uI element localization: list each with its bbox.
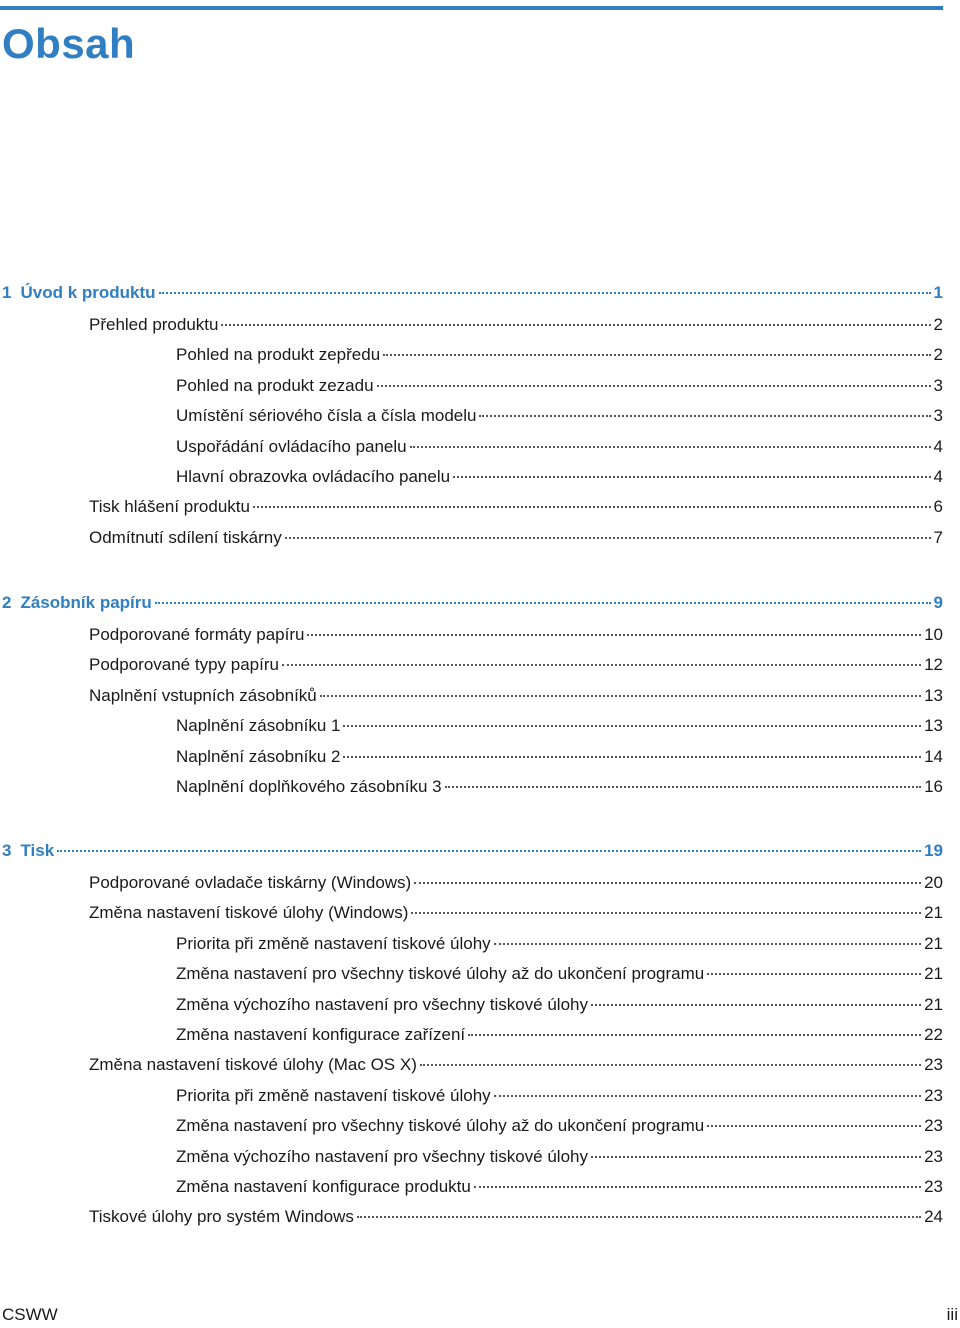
dot-leader xyxy=(343,725,921,727)
toc-entry[interactable] xyxy=(176,1142,943,1172)
toc-entry-page-number: 2 xyxy=(933,315,943,334)
toc-entry-title: Odmítnutí sdílení tiskárny xyxy=(89,527,282,547)
dot-leader xyxy=(320,695,921,697)
toc-entry[interactable] xyxy=(89,523,943,553)
dot-leader xyxy=(282,664,921,666)
toc-entry-title: Hlavní obrazovka ovládacího panelu xyxy=(176,467,451,486)
chapter-heading xyxy=(2,278,156,308)
dot-leader xyxy=(494,943,921,945)
toc-entry[interactable] xyxy=(176,340,943,370)
toc-entry-page-number: 23 xyxy=(924,1116,943,1136)
chapter-page-number: 19 xyxy=(924,841,943,860)
toc-entry-title: Naplnění zásobníku 1 xyxy=(176,716,341,736)
toc-entry-page-number: 10 xyxy=(924,625,943,644)
toc-entry-page-number: 20 xyxy=(924,873,943,892)
toc-entry-page-number: 21 xyxy=(924,964,943,984)
dot-leader xyxy=(591,1156,921,1158)
toc-entry-page-number: 3 xyxy=(933,375,943,395)
toc-entry-page-number: 23 xyxy=(924,1177,943,1196)
toc-entry-page-number: 21 xyxy=(924,903,943,923)
dot-leader xyxy=(383,354,930,356)
toc-entry[interactable] xyxy=(176,959,943,989)
toc-entry-page-number: 21 xyxy=(924,994,943,1014)
dot-leader xyxy=(343,756,921,758)
toc-entry-title: Změna výchozího nastavení pro všechny tiskové úlohy xyxy=(176,994,588,1014)
footer-doc-code: CSWW xyxy=(2,1305,58,1324)
toc-entry-title: Změna nastavení pro všechny tiskové úlohy až do ukončení programu xyxy=(176,964,705,984)
toc-entry[interactable] xyxy=(176,1020,943,1050)
toc-entry[interactable] xyxy=(89,620,943,650)
toc-entry[interactable] xyxy=(176,401,943,431)
dot-leader xyxy=(155,602,931,604)
toc-entry-title: Priorita při změně nastavení tiskové úlohy xyxy=(176,1085,491,1105)
toc-entry-title: Priorita při změně nastavení tiskové úlohy xyxy=(176,933,491,953)
toc-entry-title: Změna nastavení konfigurace produktu xyxy=(176,1177,471,1196)
toc-entry-title: Pohled na produkt zezadu xyxy=(176,375,374,395)
toc-entry-page-number: 4 xyxy=(933,436,943,456)
toc-entry-page-number: 23 xyxy=(924,1055,943,1075)
toc-entry-title: Podporované ovladače tiskárny (Windows) xyxy=(89,873,412,892)
chapter-page-number: 9 xyxy=(933,593,943,612)
toc-entry-page-number: 13 xyxy=(924,685,943,705)
dot-leader xyxy=(453,476,930,478)
toc-entry-title: Naplnění zásobníku 2 xyxy=(176,746,341,766)
dot-leader xyxy=(468,1034,921,1036)
toc-entry-page-number: 24 xyxy=(924,1207,943,1227)
toc-entry[interactable] xyxy=(176,772,943,802)
toc-entry[interactable] xyxy=(176,1172,943,1202)
chapter-number: 3 xyxy=(2,841,12,860)
dot-leader xyxy=(707,973,921,975)
dot-leader xyxy=(479,415,930,417)
toc-entry[interactable] xyxy=(89,1050,943,1080)
toc-entry-title: Změna nastavení tiskové úlohy (Mac OS X) xyxy=(89,1055,417,1075)
toc-entry[interactable] xyxy=(89,681,943,711)
toc-entry-title: Naplnění vstupních zásobníků xyxy=(89,685,317,705)
toc-entry-title: Uspořádání ovládacího panelu xyxy=(176,436,407,456)
toc-entry-page-number: 13 xyxy=(924,716,943,736)
toc-entry-page-number: 21 xyxy=(924,933,943,953)
toc-entry[interactable] xyxy=(176,990,943,1020)
toc-entry-title: Naplnění doplňkového zásobníku 3 xyxy=(176,777,442,796)
dot-leader xyxy=(411,912,921,914)
toc-entry-title: Změna nastavení pro všechny tiskové úlohy až do ukončení programu xyxy=(176,1116,705,1136)
chapter-page-number: 1 xyxy=(933,283,943,302)
toc-entry-title: Změna nastavení tiskové úlohy (Windows) xyxy=(89,903,409,923)
dot-leader xyxy=(159,292,931,294)
toc-entry-page-number: 7 xyxy=(933,527,943,547)
toc-entry-title: Změna nastavení konfigurace zařízení xyxy=(176,1025,466,1044)
dot-leader xyxy=(357,1216,921,1218)
toc-entry-page-number: 3 xyxy=(933,406,943,426)
toc-chapter-3[interactable] xyxy=(2,836,943,866)
toc-entry[interactable] xyxy=(176,1111,943,1141)
toc-entry-page-number: 23 xyxy=(924,1085,943,1105)
toc-entry-title: Přehled produktu xyxy=(89,315,219,334)
toc-entry[interactable] xyxy=(89,310,943,340)
toc-entry[interactable] xyxy=(89,650,943,680)
toc-entry-page-number: 23 xyxy=(924,1146,943,1166)
dot-leader xyxy=(307,634,921,636)
page-title: Obsah xyxy=(2,20,136,67)
toc-entry[interactable] xyxy=(176,462,943,492)
toc-entry-title: Podporované formáty papíru xyxy=(89,625,305,644)
toc-entry[interactable] xyxy=(176,1081,943,1111)
dot-leader xyxy=(57,850,921,852)
chapter-number: 2 xyxy=(2,593,12,612)
toc-entry-page-number: 2 xyxy=(933,345,943,365)
dot-leader xyxy=(707,1125,921,1127)
toc-entry-title: Umístění sériového čísla a čísla modelu xyxy=(176,406,477,426)
chapter-title: Zásobník papíru xyxy=(20,593,152,612)
toc-entry[interactable] xyxy=(89,492,943,522)
toc-entry-page-number: 14 xyxy=(924,746,943,766)
toc-chapter-1[interactable] xyxy=(2,278,943,308)
toc-entry-page-number: 6 xyxy=(933,497,943,517)
toc-entry-page-number: 12 xyxy=(924,655,943,675)
dot-leader xyxy=(377,385,931,387)
toc-entry[interactable] xyxy=(176,742,943,772)
toc-entry-title: Tisk hlášení produktu xyxy=(89,497,250,517)
toc-entry-title: Tiskové úlohy pro systém Windows xyxy=(89,1207,354,1227)
chapter-title: Tisk xyxy=(20,841,55,860)
toc-entry[interactable] xyxy=(89,868,943,898)
toc-entry[interactable] xyxy=(89,898,943,928)
page-footer xyxy=(0,1302,960,1328)
dot-leader xyxy=(420,1064,921,1066)
dot-leader xyxy=(285,537,931,539)
chapter-number: 1 xyxy=(2,283,12,302)
toc-entry[interactable] xyxy=(89,1202,943,1232)
footer-page-number: iii xyxy=(946,1305,958,1324)
toc-chapter-2[interactable] xyxy=(2,588,943,618)
toc-entry-page-number: 16 xyxy=(924,777,943,796)
toc-entry-page-number: 22 xyxy=(924,1025,943,1044)
dot-leader xyxy=(221,324,930,326)
toc-entry-title: Pohled na produkt zepředu xyxy=(176,345,381,365)
dot-leader xyxy=(445,786,921,788)
chapter-heading xyxy=(2,588,152,618)
chapter-title: Úvod k produktu xyxy=(20,283,156,302)
toc-entry[interactable] xyxy=(176,711,943,741)
dot-leader xyxy=(591,1004,921,1006)
dot-leader xyxy=(253,506,931,508)
dot-leader xyxy=(414,882,921,884)
toc-entry[interactable] xyxy=(176,432,943,462)
chapter-heading xyxy=(2,836,54,866)
toc-entry-title: Podporované typy papíru xyxy=(89,655,279,675)
toc-entry[interactable] xyxy=(176,929,943,959)
dot-leader xyxy=(410,446,931,448)
toc-entry-page-number: 4 xyxy=(933,467,943,486)
toc-entry[interactable] xyxy=(176,371,943,401)
dot-leader xyxy=(494,1095,921,1097)
toc-entry-title: Změna výchozího nastavení pro všechny tiskové úlohy xyxy=(176,1146,588,1166)
dot-leader xyxy=(474,1186,921,1188)
